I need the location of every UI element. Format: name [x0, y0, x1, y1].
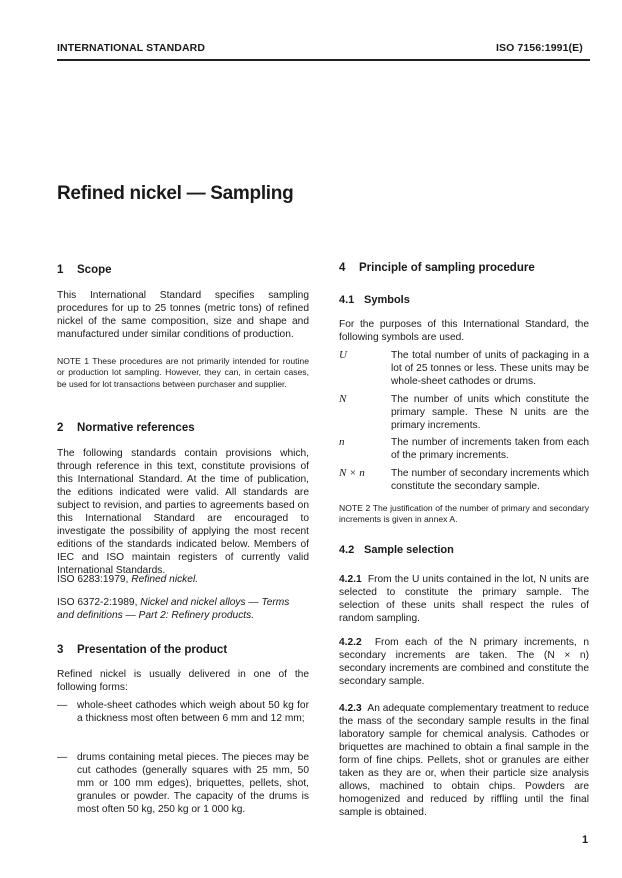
section-title: Presentation of the product	[77, 644, 228, 656]
subsection-number: 4.2	[339, 544, 355, 556]
document-title: Refined nickel — Sampling	[57, 183, 294, 204]
symbol-entry-u	[339, 349, 589, 388]
scope-paragraph: This International Standard specifies sampling procedures for up to 25 tonnes (metric tons) of refined nickel of the same composition, size and shape and manufactured under similar conditions of production.	[57, 290, 309, 340]
clause-4-2-1	[339, 573, 589, 625]
reference-title: Nickel and nickel alloys — Terms and definitions — Part 2: Refinery products.	[57, 597, 290, 621]
clause-number: 4.2.3	[339, 703, 362, 714]
subsection-title: Symbols	[364, 294, 410, 306]
clause-text: From the U units contained in the lot, N units are selected to constitute the primary sample. The selection of these units shall respect the rules of random sampling.	[339, 574, 589, 624]
subsection-symbols-heading	[339, 294, 410, 306]
list-item-text: drums containing metal pieces. The pieces may be cut cathodes (generally squares with 25 mm, 50 mm or 100 mm edges), briquettes, pellets, shot, granules or powder. The capacity of the drums is most often 50 kg, 250 kg or 1 000 kg.	[77, 752, 309, 815]
symbols-intro: For the purposes of this International Standard, the following symbols are used.	[339, 319, 589, 343]
list-dash: —	[57, 752, 68, 763]
scope-note: NOTE 1 These procedures are not primarily intended for routine or production lot sampling. However, they can, in certain cases, be used for lot transactions between purchaser and supplier.	[57, 356, 309, 389]
list-item	[57, 751, 309, 816]
list-item-text: whole-sheet cathodes which weigh about 50 kg for a thickness most often between 6 mm and 12 mm;	[77, 700, 309, 724]
section-title: Normative references	[77, 422, 195, 434]
section-presentation-heading	[57, 644, 227, 656]
symbol: N	[339, 393, 347, 405]
header-rule	[57, 59, 590, 61]
symbol-entry-n-lower	[339, 436, 589, 462]
list-dash: —	[57, 700, 68, 711]
symbol-definition: The total number of units of packaging in a lot of 25 tonnes or less. These units may be whole-sheet cathodes or drums.	[391, 350, 589, 387]
reference-code: ISO 6283:1979,	[57, 574, 129, 585]
clause-text: An adequate complementary treatment to reduce the mass of the secondary sample results in the final laboratory sample for chemical analysis. Cathodes or briquettes are machined to obtain a final sample in the form of fine chips. Pellets, shot or granules are either taken as they are or, when their particle size analysis allows, machined to obtain chips. Powders are homogenized and reduced by riffling until the final sample is obtained.	[339, 703, 589, 818]
symbol: N × n	[339, 467, 365, 479]
section-number: 2	[57, 422, 64, 434]
header-document-code: ISO 7156:1991(E)	[496, 42, 583, 54]
symbol-entry-n-times-n	[339, 467, 589, 493]
symbols-note: NOTE 2 The justification of the number of primary and secondary increments is given in annex A.	[339, 503, 589, 525]
list-item	[57, 699, 309, 725]
section-normative-heading	[57, 422, 195, 434]
reference-title: Refined nickel.	[131, 574, 199, 585]
normative-paragraph: The following standards contain provisions which, through reference in this text, constitute provisions of this International Standard. At the time of publication, the editions indicated were valid. All standards are subject to revision, and parties to agreements based on this International Standard are encouraged to investigate the possibility of applying the most recent editions of the standards indicated below. Members of IEC and ISO maintain registers of currently valid International Standards.	[57, 448, 309, 576]
section-number: 1	[57, 264, 64, 276]
subsection-selection-heading	[339, 544, 454, 556]
subsection-number: 4.1	[339, 294, 355, 306]
clause-4-2-3	[339, 702, 589, 819]
reference-iso-6283	[57, 573, 309, 586]
symbol-definition: The number of increments taken from each of the primary increments.	[391, 437, 589, 461]
page-number: 1	[582, 834, 589, 846]
symbol-entry-n-upper	[339, 393, 589, 432]
section-principle-heading	[339, 262, 535, 274]
presentation-paragraph: Refined nickel is usually delivered in one of the following forms:	[57, 669, 309, 693]
clause-4-2-2	[339, 636, 589, 688]
clause-text: From each of the N primary increments, n secondary increments are taken. The (N × n) secondary increments are combined and constitute the secondary sample.	[339, 637, 589, 687]
symbol: n	[339, 436, 345, 448]
symbol-definition: The number of units which constitute the primary sample. These N units are the primary increments.	[391, 394, 589, 431]
reference-code: ISO 6372-2:1989,	[57, 597, 138, 608]
section-title: Principle of sampling procedure	[359, 262, 535, 274]
symbol-definition: The number of secondary increments which constitute the secondary sample.	[391, 468, 589, 492]
reference-iso-6372-2	[57, 596, 309, 622]
clause-number: 4.2.1	[339, 574, 362, 585]
section-number: 4	[339, 262, 346, 274]
symbol: U	[339, 349, 347, 361]
header-standard-label: INTERNATIONAL STANDARD	[57, 42, 206, 54]
clause-number: 4.2.2	[339, 637, 362, 648]
section-number: 3	[57, 644, 64, 656]
subsection-title: Sample selection	[364, 544, 454, 556]
section-title: Scope	[77, 264, 112, 276]
section-scope-heading	[57, 264, 112, 276]
